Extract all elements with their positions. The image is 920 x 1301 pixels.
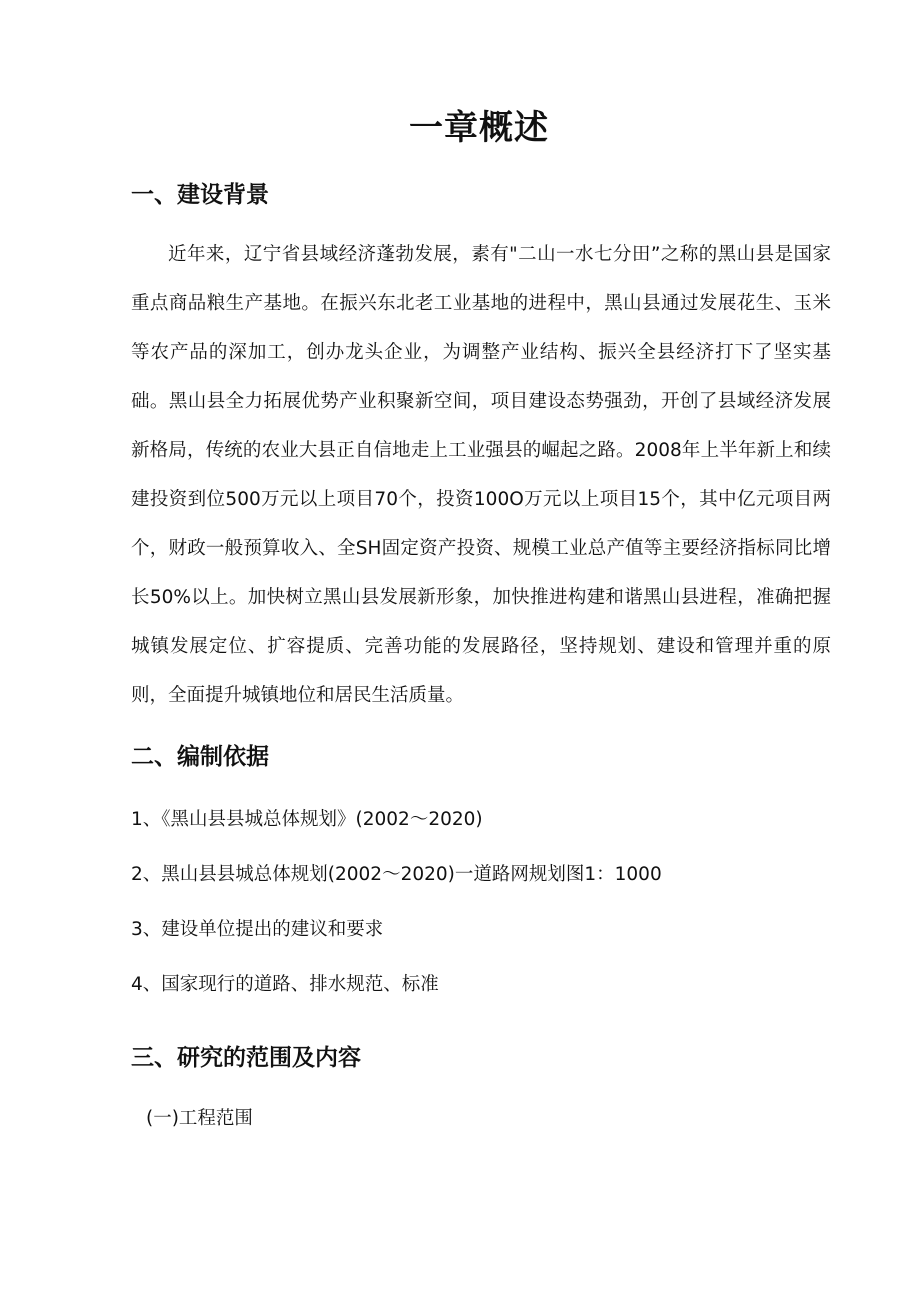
list-item: 3、建设单位提出的建议和要求 — [131, 919, 384, 940]
section-heading-basis: 二、编制依据 — [131, 744, 269, 770]
section-heading-background: 一、建设背景 — [131, 182, 269, 208]
subsection-heading-engineering-scope: (一)工程范围 — [146, 1108, 253, 1129]
page-title: 一章概述 — [409, 108, 549, 148]
section-heading-scope: 三、研究的范围及内容 — [131, 1045, 361, 1071]
basis-list — [131, 805, 662, 1025]
background-paragraph: 近年来，辽宁省县域经济蓬勃发展，素有"二山一水七分田”之称的黑山县是国家重点商品粮生产基地。在振兴东北老工业基地的进程中，黑山县通过发展花生、玉米等农产品的深加工，创办龙头企业，为调整产业结构、振兴全县经济打下了坚实基础。黑山县全力拓展优势产业积聚新空间，项目建设态势强劲，开创了县域经济发展新格局，传统的农业大县正自信地走上工业强县的崛起之路。2008年上半年新上和续建投资到位500万元以上项目70个，投资100O万元以上项目15个，其中亿元项目两个，财政一般预算收入、全SH固定资产投资、规模工业总产值等主要经济指标同比增长50%以上。加快树立黑山县发展新形象，加快推进构建和谐黑山县进程，准确把握城镇发展定位、扩容提质、完善功能的发展路径，坚持规划、建设和管理并重的原则，全面提升城镇地位和居民生活质量。 — [131, 244, 831, 706]
list-item: 2、黑山县县城总体规划(2002〜2020)一道路网规划图1：1000 — [131, 864, 662, 885]
list-item: 4、国家现行的道路、排水规范、标准 — [131, 974, 439, 995]
list-item: 1、《黑山县县城总体规划》(2002〜2020) — [131, 809, 483, 830]
